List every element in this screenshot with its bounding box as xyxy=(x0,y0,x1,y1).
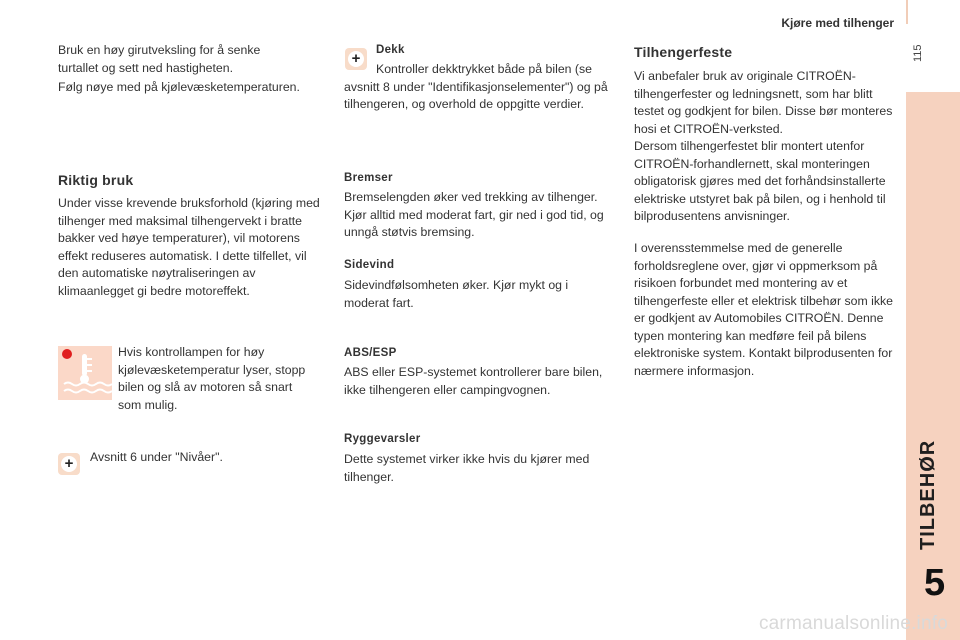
abs-esp-text: ABS eller ESP-systemet kontrollerer bare bilen, ikke tilhengeren eller campingvognen. xyxy=(344,365,603,397)
sidevind-text: Sidevindfølsomheten øker. Kjør mykt og i moderat fart. xyxy=(344,278,569,310)
intro-paragraph-1: Bruk en høy girutveksling for å senke turtallet og sett ned hastigheten. xyxy=(58,43,261,75)
chapter-number: 5 xyxy=(924,562,946,604)
riktig-bruk-text: Under visse krevende bruksforhold (kjøring med tilhenger med maksimal tilhengervekt i bratte bakker ved høye temperaturer), vil motorens effekt reduseres automatisk. I dette tilfellet, vil den automatiske nøytraliseringen av klimaanlegget gi bedre motoreffekt. xyxy=(58,196,320,298)
chapter-side-band xyxy=(906,92,960,640)
reference-note-text: Avsnitt 6 under "Nivåer". xyxy=(90,450,223,464)
bremser-text: Bremselengden øker ved trekking av tilhenger. Kjør alltid med moderat fart, gir ned i god tid, og unngå støtvis bremsing. xyxy=(344,190,604,239)
header-divider xyxy=(906,0,908,24)
ryggevarsler-text: Dette systemet virker ikke hvis du kjører med tilhenger. xyxy=(344,452,590,484)
watermark: carmanualsonline.info xyxy=(758,613,948,634)
tilhengerfeste-paragraph-2: Dersom tilhengerfestet blir montert utenfor CITROËN-forhandlernett, skal monteringen obligatorisk gjøres med det forhåndsinstallerte elektriske utstyret bak på bilen, og i henhold til bilprodusentens anvisninger. xyxy=(634,139,886,223)
plus-info-icon: + xyxy=(345,48,367,70)
chapter-name: TILBEHØR xyxy=(917,439,939,550)
bremser-heading: Bremser xyxy=(344,172,393,184)
plus-info-icon: + xyxy=(58,453,80,475)
page-number: 115 xyxy=(912,44,924,62)
warning-note-text: Hvis kontrollampen for høy kjølevæsketemperatur lyser, stopp bilen og slå av motoren så snart som mulig. xyxy=(118,345,306,412)
tilhengerfeste-heading: Tilhengerfeste xyxy=(634,44,733,60)
riktig-bruk-heading: Riktig bruk xyxy=(58,172,134,188)
intro-paragraph-2: Følg nøye med på kjølevæsketemperaturen. xyxy=(58,80,300,94)
page-header-title: Kjøre med tilhenger xyxy=(781,16,894,30)
dekk-heading: Dekk xyxy=(376,44,405,56)
sidevind-heading: Sidevind xyxy=(344,259,395,271)
tilhengerfeste-paragraph-1: Vi anbefaler bruk av originale CITROËN-tilhengerfester og ledningsnett, som har blitt testet og godkjent for bilen. Disse bør monteres hosi et CITROËN-verksted. xyxy=(634,69,893,136)
abs-esp-heading: ABS/ESP xyxy=(344,347,397,359)
dekk-text: Kontroller dekktrykket både på bilen (se avsnitt 8 under "Identifikasjonselementer") og på tilhengeren, og overhold de oppgitte verdier. xyxy=(344,62,608,111)
coolant-temperature-warning-icon xyxy=(58,346,112,400)
tilhengerfeste-paragraph-3: I overensstemmelse med de generelle forholdsreglene over, gjør vi oppmerksom på risikoen forbundet med montering av et tilhengerfeste eller et elektrisk tilbehør som ikke er godkjent av Automobiles CITROËN. Denne typen montering kan medføre feil på bilens elektroniske system. Kontakt bilprodusenten for nærmere informasjon. xyxy=(634,241,894,378)
ryggevarsler-heading: Ryggevarsler xyxy=(344,433,421,445)
